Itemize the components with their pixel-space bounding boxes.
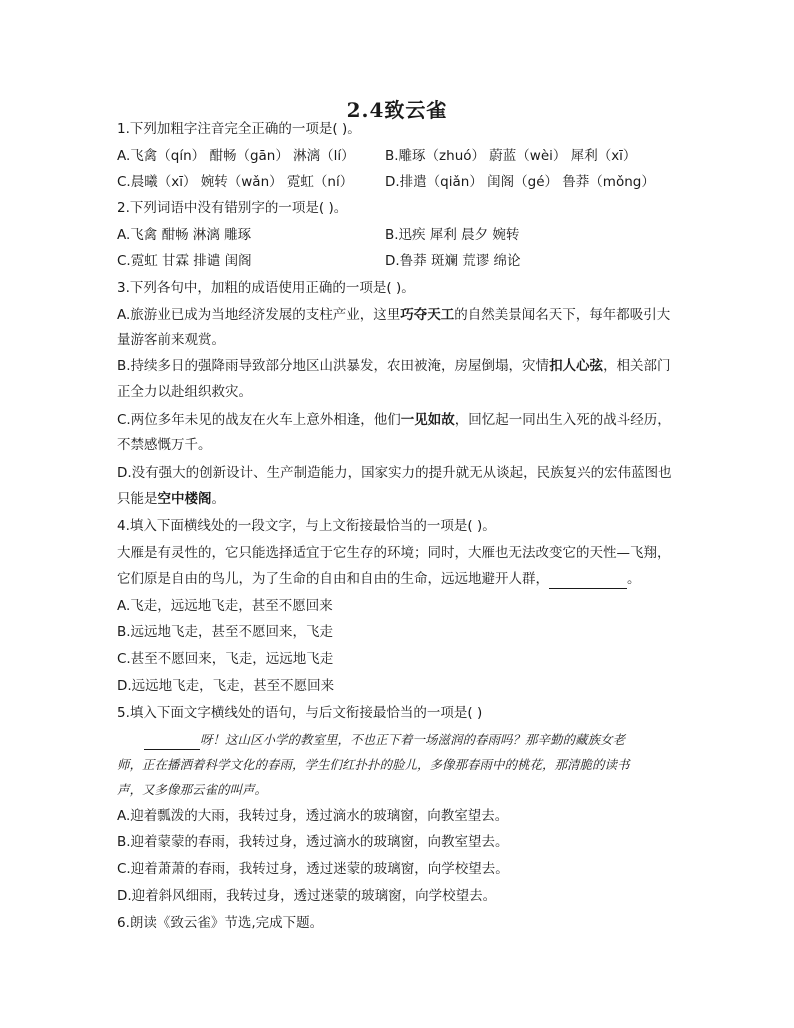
q3-d-text-post: 。 [211,491,225,507]
q3-c-text-pre: C.两位多年未见的战友在火车上意外相逢，他们 [117,412,401,428]
q3-option-c [117,411,671,429]
q4-passage-line1: 大雁是有灵性的，它只能选择适宜于它生存的环境；同时，大雁也无法改变它的天性—飞翔， [117,545,671,561]
q5-passage-line1 [117,731,677,750]
q4-option-a: A.飞走，远远地飞走，甚至不愿回来 [117,598,333,614]
q4-option-c: C.甚至不愿回来，飞走，远远地飞走 [117,651,334,667]
q2-option-b: B.迅疾 犀利 晨夕 婉转 [385,227,520,243]
q3-c-idiom: 一见如故 [400,412,455,428]
q3-a-text-pre: A.旅游业已成为当地经济发展的支柱产业，这里 [117,307,401,323]
q4-stem: 4.填入下面横线处的一段文字，与上文衔接最恰当的一项是( )。 [117,518,496,534]
q6-stem: 6.朗读《致云雀》节选,完成下题。 [117,915,324,931]
q1-option-c: C.晨曦（xī） 婉转（wǎn） 霓虹（ní） [117,174,354,190]
q5-passage-line3: 声，又多像那云雀的叫声。 [117,782,268,797]
q4-option-b: B.远远地飞走，甚至不愿回来，飞走 [117,624,334,640]
q4-fill-blank [549,570,627,589]
q3-option-a-line2: 量游客前来观赏。 [117,332,225,348]
q5-passage-text1: 呀！这山区小学的教室里，不也正下着一场滋润的春雨吗？那辛勤的藏族女老 [200,732,626,747]
q3-b-text-post: ，相关部门 [603,358,671,374]
q1-option-d: D.排遣（qiǎn） 闺阁（gé） 鲁莽（mǒng） [385,174,655,190]
q3-c-text-post: ，回忆起一同出生入死的战斗经历， [454,412,671,428]
q3-option-b [117,357,671,375]
q1-stem: 1.下列加粗字注音完全正确的一项是( )。 [117,121,361,137]
q5-option-d: D.迎着斜风细雨，我转过身，透过迷蒙的玻璃窗，向学校望去。 [117,888,497,904]
page-title: 2.4致云雀 [346,98,448,122]
q5-stem: 5.填入下面文字横线处的语句，与后文衔接最恰当的一项是( ) [117,705,483,721]
q4-passage-text: 它们原是自由的鸟儿，为了生命的自由和自由的生命，远远地避开人群， [117,571,549,587]
q5-option-b: B.迎着蒙蒙的春雨，我转过身，透过滴水的玻璃窗，向教室望去。 [117,834,509,850]
q5-option-a: A.迎着瓢泼的大雨，我转过身，透过滴水的玻璃窗，向教室望去。 [117,808,509,824]
q5-option-c: C.迎着萧萧的春雨，我转过身，透过迷蒙的玻璃窗，向学校望去。 [117,861,509,877]
q4-passage-line2 [117,570,641,589]
q3-d-idiom: 空中楼阁 [157,491,212,507]
q4-option-d: D.远远地飞走，飞走，甚至不愿回来 [117,678,335,694]
q2-option-d: D.鲁莽 斑斓 荒谬 绵论 [385,253,521,269]
q3-b-idiom: 扣人心弦 [549,358,604,374]
q5-fill-blank [144,731,200,750]
q3-a-idiom: 巧夺天工 [400,307,455,323]
q4-passage-end: 。 [627,571,641,587]
q3-option-c-line2: 不禁感慨万千。 [117,437,212,453]
q3-d-text-pre: 只能是 [117,491,158,507]
q3-b-text-pre: B.持续多日的强降雨导致部分地区山洪暴发，农田被淹，房屋倒塌，灾情 [117,358,550,374]
q3-option-b-line2: 正全力以赴组织救灾。 [117,384,252,400]
q3-stem: 3.下列各句中，加粗的成语使用正确的一项是( )。 [117,280,415,296]
q3-option-a [117,306,670,324]
q3-option-d: D.没有强大的创新设计、生产制造能力，国家实力的提升就无从谈起，民族复兴的宏伟蓝图也 [117,465,672,481]
q5-passage-line2: 师，正在播洒着科学文化的春雨，学生们红扑扑的脸儿，多像那春雨中的桃花，那清脆的读书 [117,757,630,772]
q2-option-c: C.霓虹 甘霖 排谴 闺阁 [117,253,252,269]
q3-a-text-post: 的自然美景闻名天下，每年都吸引大 [454,307,671,323]
q1-option-a: A.飞禽（qín） 酣畅（gān） 淋漓（lí） [117,148,355,164]
q3-option-d-line2 [117,490,225,508]
q2-option-a: A.飞禽 酣畅 淋漓 雕琢 [117,227,252,243]
q1-option-b: B.雕琢（zhuó） 蔚蓝（wèi） 犀利（xī） [385,148,637,164]
q2-stem: 2.下列词语中没有错别字的一项是( )。 [117,200,348,216]
